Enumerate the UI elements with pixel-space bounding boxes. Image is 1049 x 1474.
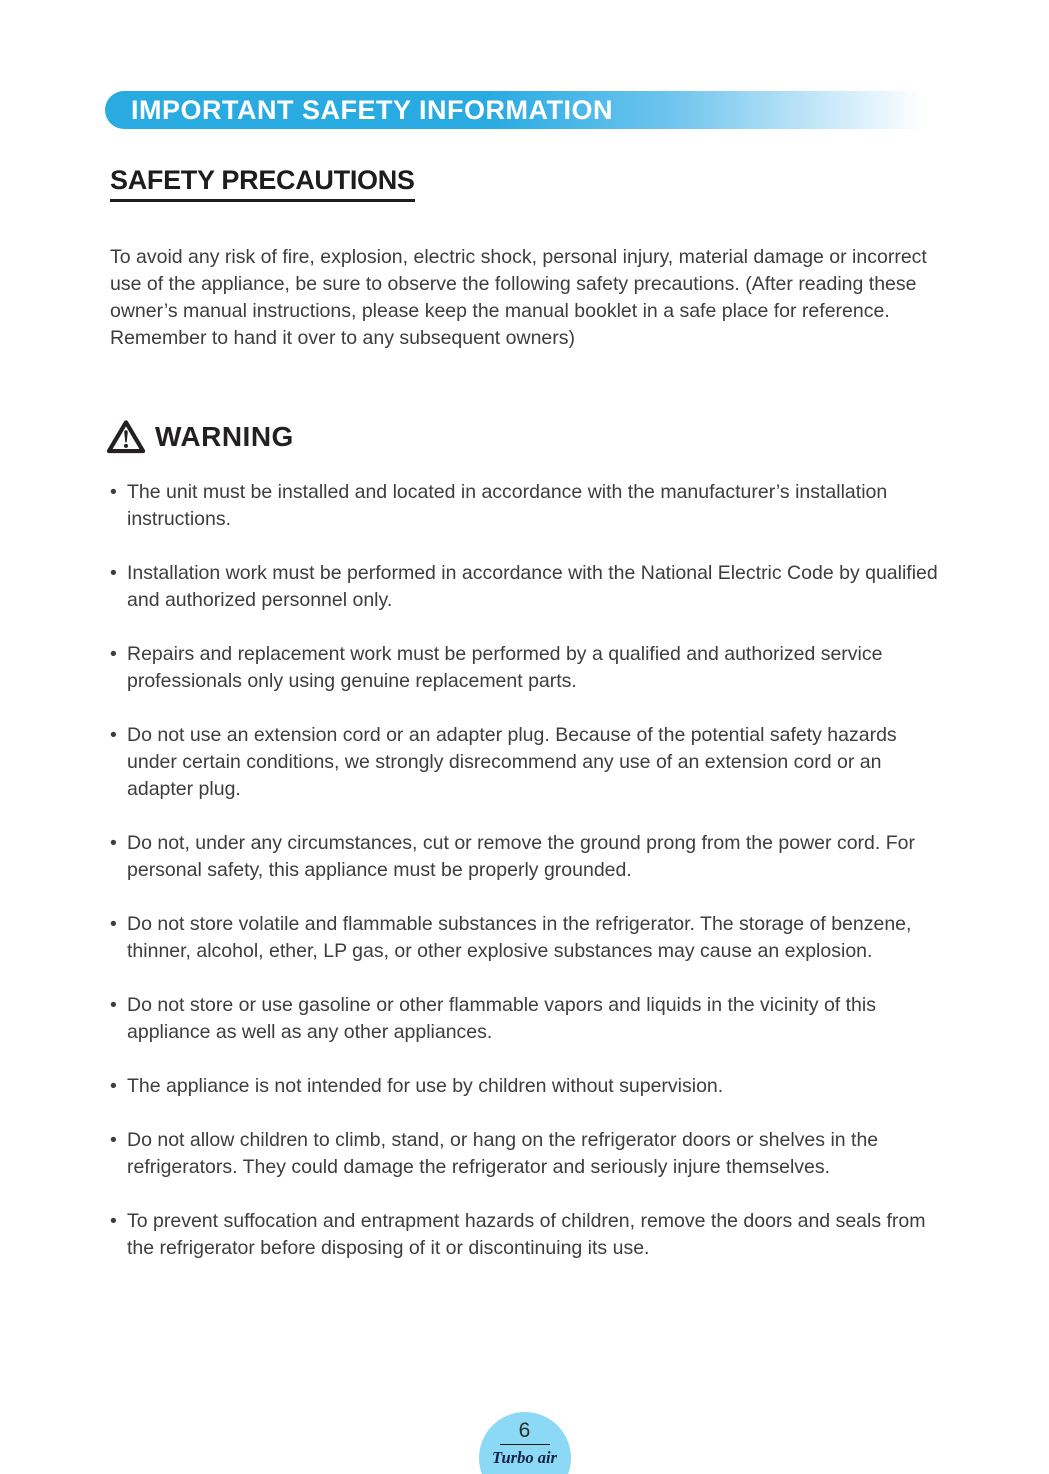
warning-bullet-item (110, 1208, 948, 1262)
warning-bullet-list (110, 479, 948, 1289)
warning-bullet-item (110, 1073, 948, 1100)
bullet-marker: • (110, 481, 117, 503)
footer-divider (500, 1444, 550, 1445)
bullet-text: The appliance is not intended for use by children without supervision. (127, 1075, 724, 1097)
bullet-text: The unit must be installed and located in accordance with the manufacturer’s installation instructions. (127, 481, 888, 530)
bullet-text: Do not, under any circumstances, cut or remove the ground prong from the power cord. For personal safety, this appliance must be properly grounded. (127, 832, 915, 881)
bullet-marker: • (110, 994, 117, 1016)
warning-bullet-item (110, 641, 948, 695)
bullet-marker: • (110, 724, 117, 746)
section-banner (105, 91, 941, 129)
bullet-marker: • (110, 1129, 117, 1151)
warning-heading (106, 419, 294, 454)
bullet-text: Do not allow children to climb, stand, or hang on the refrigerator doors or shelves in the refrigerators. They could damage the refrigerator and seriously injure themselves. (127, 1129, 879, 1178)
warning-triangle-icon (106, 419, 146, 454)
warning-bullet-item (110, 1127, 948, 1181)
bullet-text: Do not store or use gasoline or other flammable vapors and liquids in the vicinity of this appliance as well as any other appliances. (127, 994, 876, 1043)
bullet-marker: • (110, 562, 117, 584)
bullet-text: Do not use an extension cord or an adapter plug. Because of the potential safety hazards under certain conditions, we strongly disrecommend any use of an extension cord or an adapter plug. (127, 724, 897, 800)
warning-bullet-item (110, 560, 948, 614)
warning-bullet-item (110, 911, 948, 965)
bullet-marker: • (110, 1075, 117, 1097)
warning-heading-label: WARNING (155, 420, 294, 452)
bullet-marker: • (110, 913, 117, 935)
bullet-text: Repairs and replacement work must be performed by a qualified and authorized service professionals only using genuine replacement parts. (127, 643, 883, 692)
warning-bullet-item (110, 722, 948, 803)
intro-paragraph: To avoid any risk of fire, explosion, electric shock, personal injury, material damage or incorrect use of the appliance, be sure to observe the following safety precautions. (After reading these owner’s manual instructions, please keep the manual booklet in a safe place for reference. Remember to hand it over to any subsequent owners) (110, 245, 927, 349)
bullet-text: Do not store volatile and flammable substances in the refrigerator. The storage of benzene, thinner, alcohol, ether, LP gas, or other explosive substances may cause an explosion. (127, 913, 912, 962)
safety-precautions-heading: SAFETY PRECAUTIONS (110, 165, 415, 202)
banner-title: IMPORTANT SAFETY INFORMATION (131, 94, 613, 125)
footer-page-badge (479, 1412, 571, 1474)
bullet-marker: • (110, 643, 117, 665)
brand-logo-text: Turbo air (492, 1448, 557, 1467)
bullet-text: To prevent suffocation and entrapment hazards of children, remove the doors and seals from the refrigerator before disposing of it or discontinuing its use. (127, 1210, 926, 1259)
warning-bullet-item (110, 992, 948, 1046)
warning-bullet-item (110, 830, 948, 884)
warning-bullet-item (110, 479, 948, 533)
bullet-marker: • (110, 1210, 117, 1232)
page-number: 6 (518, 1419, 531, 1442)
bullet-marker: • (110, 832, 117, 854)
bullet-text: Installation work must be performed in accordance with the National Electric Code by qualified and authorized personnel only. (127, 562, 938, 611)
